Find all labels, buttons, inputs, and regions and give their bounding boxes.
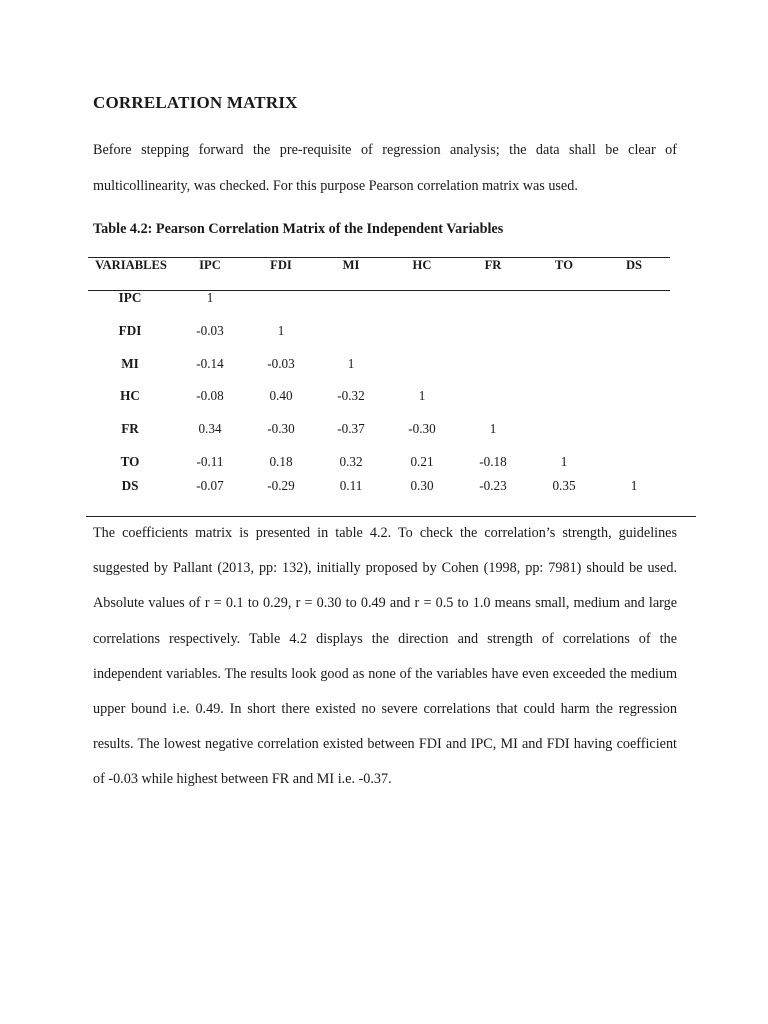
intro-paragraph: Before stepping forward the pre-requisite of regression analysis; the data shall be clear of multicollinearity, was checked. For this purpose Pearson correlation matrix was used. [93, 142, 677, 194]
section-heading: CORRELATION MATRIX [93, 93, 298, 112]
row-label-to: TO [120, 454, 140, 469]
table-cell: -0.23 [479, 478, 507, 493]
table-header-ds: DS [625, 258, 643, 272]
table-cell: 1 [630, 478, 638, 493]
row-label-ds: DS [121, 478, 139, 493]
table-cell: 0.11 [339, 478, 363, 493]
table-cell: -0.03 [196, 323, 224, 338]
table-caption: Table 4.2: Pearson Correlation Matrix of the Independent Variables [93, 221, 504, 237]
row-label-fr: FR [121, 421, 139, 436]
row-label-fdi: FDI [118, 323, 142, 338]
table-header-variables: VARIABLES [95, 258, 167, 272]
table-header-to: TO [555, 258, 573, 272]
table-cell: 1 [206, 290, 214, 305]
table-cell: -0.18 [479, 454, 507, 469]
table-cell: -0.08 [196, 388, 224, 403]
table-cell: -0.37 [337, 421, 365, 436]
table-top-rule [88, 257, 670, 258]
table-cell: 0.32 [339, 454, 363, 469]
row-label-mi: MI [121, 356, 139, 371]
table-cell: -0.07 [196, 478, 224, 493]
table-cell: 0.21 [410, 454, 434, 469]
table-cell: 0.30 [410, 478, 434, 493]
table-cell: -0.30 [267, 421, 295, 436]
discussion-paragraph: The coefficients matrix is presented in table 4.2. To check the correlation’s strength, guidelines suggested by Pallant (2013, pp: 132), initially proposed by Cohen (1998, pp: 7981) should be used. Absolute values of r = 0.1 to 0.29, r = 0.30 to 0.49 and r = 0.5 to 1.0 means small, medium and large correlations respectively. Table 4.2 displays the direction and strength of correlations of the independent variables. The results look good as none of the variables have even exceeded the medium upper bound i.e. 0.49. In short there existed no severe correlations that could harm the regression results. The lowest negative correlation existed between FDI and IPC, MI and FDI having coefficient of -0.03 while highest between FR and MI i.e. -0.37. [93, 525, 677, 788]
table-cell: 1 [560, 454, 568, 469]
table-cell: -0.14 [196, 356, 224, 371]
table-header-fdi: FDI [270, 258, 292, 272]
row-label-hc: HC [120, 388, 140, 403]
table-cell: -0.11 [196, 454, 224, 469]
table-header-hc: HC [412, 258, 432, 272]
table-cell: -0.03 [267, 356, 295, 371]
table-header-rule [88, 290, 670, 291]
table-header-ipc: IPC [199, 258, 221, 272]
table-cell: 0.18 [269, 454, 293, 469]
table-cell: -0.32 [337, 388, 365, 403]
table-header-fr: FR [484, 258, 502, 272]
table-cell: 1 [418, 388, 426, 403]
row-label-ipc: IPC [118, 290, 142, 305]
table-cell: 1 [489, 421, 497, 436]
table-header-mi: MI [342, 258, 360, 272]
table-cell: 0.40 [269, 388, 293, 403]
table-cell: 1 [277, 323, 285, 338]
table-cell: -0.29 [267, 478, 295, 493]
table-cell: 1 [347, 356, 355, 371]
table-cell: -0.30 [408, 421, 436, 436]
table-cell: 0.35 [552, 478, 576, 493]
table-cell: 0.34 [198, 421, 222, 436]
